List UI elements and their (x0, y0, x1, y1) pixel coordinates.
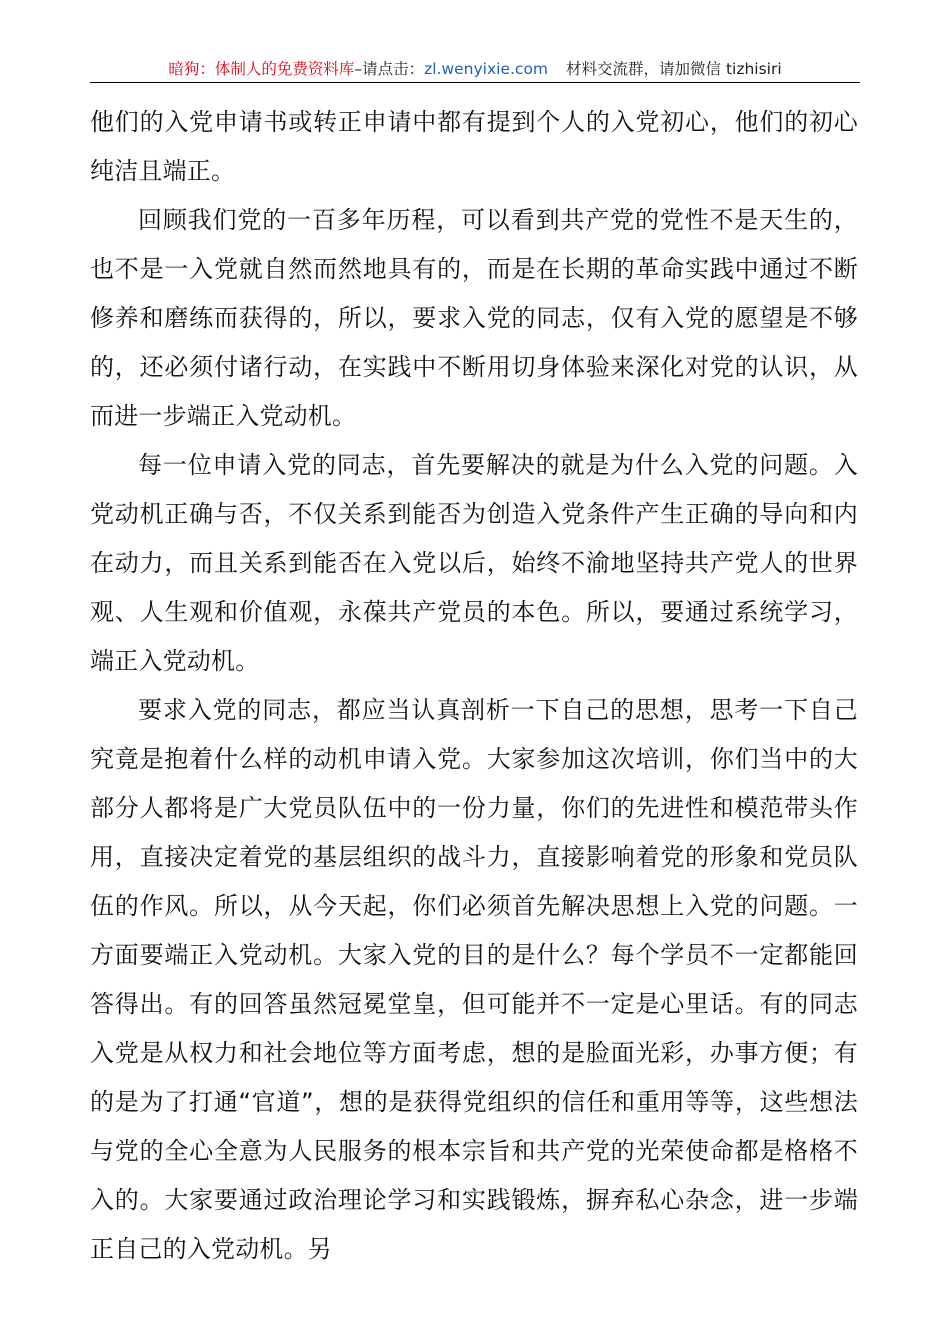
paragraph: 要求入党的同志，都应当认真剖析一下自己的思想，思考一下自己究竟是抱着什么样的动机申请入党。大家参加这次培训，你们当中的大部分人都将是广大党员队伍中的一份力量，你们的先进性和模范带头作用，直接决定着党的基层组织的战斗力，直接影响着党的形象和党员队伍的作风。所以，从今天起，你们必须首先解决思想上入党的问题。一方面要端正入党动机。大家入党的目的是什么？每个学员不一定都能回答得出。有的回答虽然冠冕堂皇，但可能并不一定是心里话。有的同志入党是从权力和社会地位等方面考虑，想的是脸面光彩，办事方便；有的是为了打通“官道”，想的是获得党组织的信任和重用等等，这些想法与党的全心全意为人民服务的根本宗旨和共产党的光荣使命都是格格不入的。大家要通过政治理论学习和实践锻炼，摒弃私心杂念，进一步端正自己的入党动机。另 (90, 696, 858, 1263)
header-click-prompt: –请点击： (354, 60, 425, 78)
paragraph: 每一位申请入党的同志，首先要解决的就是为什么入党的问题。入党动机正确与否，不仅关系到能否为创造入党条件产生正确的导向和内在动力，而且关系到能否在入党以后，始终不渝地坚持共产党人的世界观、人生观和价值观，永葆共产党员的本色。所以，要通过系统学习，端正入党动机。 (90, 451, 858, 675)
header-group-note: 材料交流群，请加微信 tizhisiri (566, 60, 782, 78)
header-site-name: 暗狗：体制人的免费资料库 (168, 60, 355, 78)
page-header (90, 56, 860, 83)
paragraph-continued: 他们的入党申请书或转正申请中都有提到个人的入党初心，他们的初心纯洁且端正。 (90, 108, 858, 185)
document-body (90, 98, 858, 1274)
paragraph: 回顾我们党的一百多年历程，可以看到共产党的党性不是天生的，也不是一入党就自然而然地具有的，而是在长期的革命实践中通过不断修养和磨练而获得的，所以，要求入党的同志，仅有入党的愿望是不够的，还必须付诸行动，在实践中不断用切身体验来深化对党的认识，从而进一步端正入党动机。 (90, 206, 858, 430)
header-url-link[interactable]: zl.wenyixie.com (424, 60, 549, 78)
